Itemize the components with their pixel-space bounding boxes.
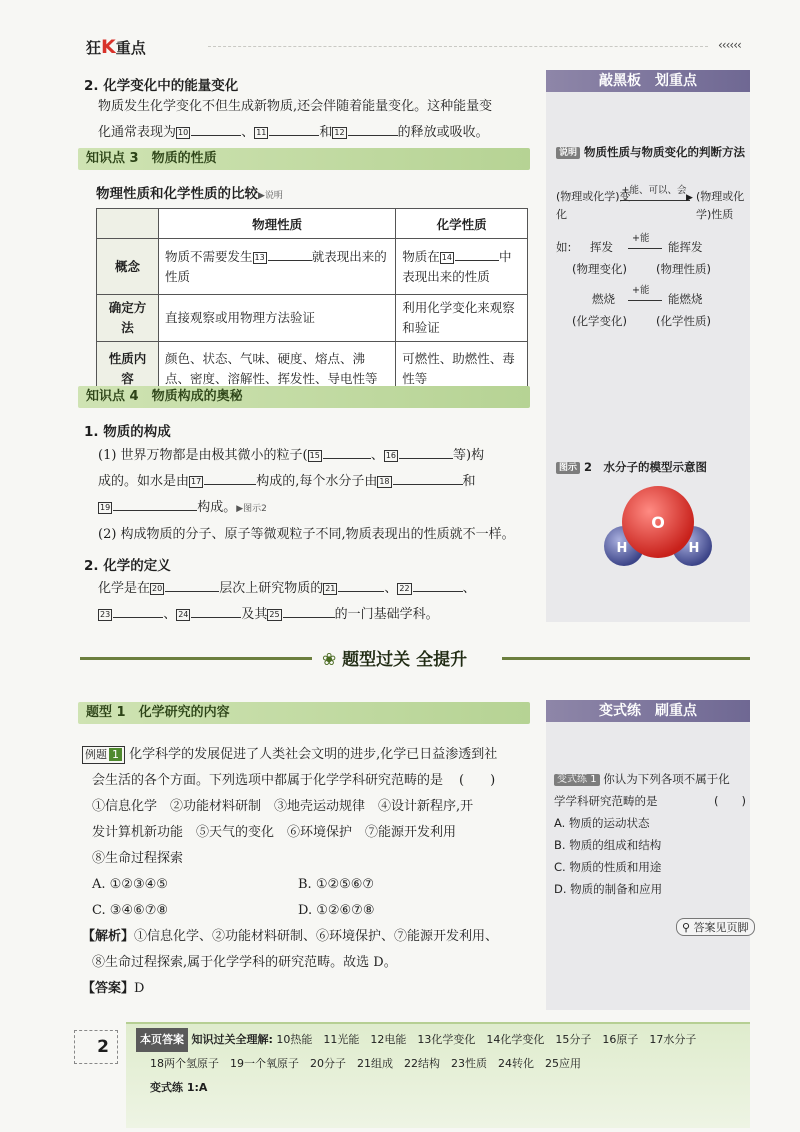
kp4-text: (1) 世界万物都是由极其微小的粒子( [98, 448, 308, 463]
kp4-line: (2) 构成物质的分子、原子等微观粒子不同,物质表现出的性质就不一样。 [98, 527, 515, 542]
divider-line-left [80, 657, 312, 660]
header-rule [208, 46, 708, 47]
example-tag [82, 746, 125, 764]
energy-text: 化通常表现为 [98, 125, 177, 140]
kp4-line [98, 495, 530, 522]
example-number: 1 [109, 748, 122, 761]
blank-19[interactable] [113, 496, 197, 511]
blank-15[interactable] [323, 444, 371, 459]
definition-line: 23 、 24 及其 25 的一门基础学科。 [98, 602, 530, 628]
question-line [82, 768, 534, 794]
col-physical: 物理性质 [159, 209, 396, 239]
kp4-text: 等)构 [453, 448, 485, 463]
example1-arrow [628, 248, 662, 249]
kp4-heading-2: 2. 化学的定义 [84, 558, 171, 574]
blank-12[interactable] [348, 121, 398, 136]
example-tag-text: 例题 [85, 748, 107, 761]
sidebar-variant-title: 变式练 刷重点 [546, 700, 750, 722]
divider-line-right [502, 657, 750, 660]
answer-paren[interactable]: ( ) [459, 773, 496, 788]
analysis-label: 【解析】 [82, 929, 135, 944]
answers-tag: 本页答案 [136, 1028, 188, 1052]
options-row [82, 872, 534, 898]
blank-21[interactable] [338, 577, 384, 592]
table-header-row [97, 209, 528, 239]
example1-left: 挥发 [590, 240, 613, 254]
blank-number: 23 [100, 610, 111, 619]
kp4-text: 和 [462, 474, 476, 489]
oxygen-label: O [651, 513, 665, 532]
blank-25[interactable] [283, 603, 335, 618]
answers-line-1 [126, 1024, 750, 1052]
variant-option-a[interactable]: A. 物质的运动状态 [554, 816, 650, 830]
example1-right-type: (物理性质) [656, 262, 711, 276]
energy-text-end: 的释放或吸收。 [397, 125, 489, 140]
example2-left: 燃烧 [592, 292, 615, 306]
chemistry-definition [98, 576, 530, 628]
blank-number: 15 [309, 451, 320, 460]
section-divider-title [322, 645, 467, 670]
blank-number: 14 [441, 253, 452, 262]
cell-chemical-concept [396, 239, 528, 295]
row-head-concept: 概念 [97, 239, 159, 295]
energy-line-1: 物质发生化学变化不但生成新物质,还会伴随着能量变化。这种能量变 [98, 99, 493, 114]
cell-text: 就表现出来的性质 [165, 249, 387, 284]
example1-right: 能挥发 [668, 240, 703, 254]
question-type-1-bar: 题型 1 化学研究的内容 [78, 702, 530, 724]
blank-number: 10 [178, 128, 189, 137]
blank-number: 11 [256, 128, 267, 137]
kp4-text: 构成。 [197, 500, 237, 515]
option-d[interactable]: D. ①②⑥⑦⑧ [298, 903, 375, 918]
kp4-paragraph-1 [98, 443, 530, 548]
col-chemical: 化学性质 [396, 209, 528, 239]
blank-number: 25 [269, 610, 280, 619]
blank-24[interactable] [191, 603, 241, 618]
example2-left-type: (化学变化) [572, 314, 627, 328]
example2-right: 能燃烧 [668, 292, 703, 306]
cell-physical-concept [159, 239, 396, 295]
answers-label: 知识过关全理解: [191, 1033, 273, 1046]
option-b[interactable]: B. ①②⑤⑥⑦ [298, 877, 375, 892]
definition-text: 及其 [241, 607, 268, 622]
table-corner [97, 209, 159, 239]
blank-number: 13 [254, 253, 265, 262]
analysis-line [82, 924, 534, 950]
property-box: (物理或化学)性质 [696, 190, 745, 221]
cell-chemical-method: 利用化学变化来观察和验证 [396, 295, 528, 342]
variant-tag-text: 变式练 [557, 774, 587, 785]
blank-number: 20 [152, 584, 163, 593]
figure-tag: 图示 [556, 462, 580, 474]
answer-label: 【答案】 [82, 981, 135, 996]
kp4-line: (1) 世界万物都是由极其微小的粒子( 15 、 16 等)构 [98, 443, 530, 469]
answer-link-text: 答案见页脚 [693, 921, 749, 934]
arrow-head-icon: ▶ [686, 193, 693, 203]
answers-text-1: 10热能 11光能 12电能 13化学变化 14化学变化 15分子 16原子 17水分子 [276, 1033, 697, 1046]
variant-option-d[interactable]: D. 物质的制备和应用 [554, 882, 663, 896]
variant-text: 你认为下列各项不属于化 [603, 772, 730, 786]
water-molecule-diagram [596, 482, 720, 582]
items-line-3: ⑧生命过程探索 [92, 851, 184, 866]
analysis-text: ①信息化学、②功能材料研制、⑥环境保护、⑦能源开发利用、 [134, 929, 499, 944]
blank-10[interactable] [191, 121, 241, 136]
question-text: 化学科学的发展促进了人类社会文明的进步,化学已日益渗透到社 [129, 747, 498, 762]
figure-2-caption [556, 456, 707, 478]
blank-number: 18 [379, 477, 390, 486]
energy-and: 和 [319, 125, 333, 140]
cell-text: 物质在 [402, 249, 440, 264]
blank-17[interactable] [204, 470, 256, 485]
variant-tag-number: 1 [590, 774, 597, 785]
energy-line-2 [98, 120, 528, 146]
hydrogen-label-right: H [688, 541, 700, 556]
options-row [82, 898, 534, 924]
example2-arrow [628, 300, 662, 301]
knowledge-point-4-bar: 知识点 4 物质构成的奥秘 [78, 386, 530, 408]
example-label: 如: [556, 240, 572, 254]
kp3-subheading-text: 物理性质和化学性质的比较 [96, 186, 258, 202]
blank-number: 16 [385, 451, 397, 460]
answers-line-2: 18两个氢原子 19一个氧原子 20分子 21组成 22结构 23性质 24转化 25应用 [150, 1057, 581, 1070]
note-tag: 说明 [556, 147, 580, 159]
divider-title-text: 题型过关 全提升 [342, 650, 468, 670]
cell-physical-content: 颜色、状态、气味、硬度、熔点、沸点、密度、溶解性、挥发性、导电性等 [159, 342, 396, 396]
header-arrows: ‹‹‹‹‹‹ [718, 38, 741, 52]
question-text: 会生活的各个方面。下列选项中都属于化学学科研究范畴的是 [92, 773, 444, 788]
brand-suffix: 重点 [115, 39, 146, 57]
table-row [97, 295, 528, 342]
pin-icon: ⚲ [682, 921, 691, 934]
blank-number: 12 [334, 128, 345, 137]
blank-22[interactable] [413, 577, 463, 592]
blank-number: 21 [325, 584, 336, 593]
answer-link-button[interactable] [676, 918, 755, 936]
brand-k: K [101, 36, 116, 58]
items-line-2: 发计算机新功能 ⑤天气的变化 ⑥环境保护 ⑦能源开发利用 [92, 825, 457, 840]
page-number: 2 [74, 1030, 118, 1064]
blank-14[interactable] [455, 246, 499, 261]
example1-left-type: (物理变化) [572, 262, 627, 276]
definition-line: 化学是在 20 层次上研究物质的 21 、 22 、 [98, 576, 530, 602]
judgement-arrow [620, 200, 690, 201]
variant-line [554, 790, 746, 812]
definition-text: 的一门基础学科。 [334, 607, 439, 622]
leaf-icon: ❀ [322, 650, 337, 670]
knowledge-point-3-bar: 知识点 3 物质的性质 [78, 148, 530, 170]
judgement-arrow-label: +能、可以、会 [621, 185, 687, 196]
example1-arrow-label: +能 [632, 233, 650, 244]
kp3-subheading [96, 182, 283, 202]
blank-11[interactable] [269, 121, 319, 136]
blank-20[interactable] [165, 577, 219, 592]
judgement-heading-text: 物质性质与物质变化的判断方法 [584, 145, 746, 159]
cell-text: 物质不需要发生 [165, 249, 253, 264]
row-head-method: 确定方法 [97, 295, 159, 342]
kp4-text: 构成的,每个水分子由 [256, 474, 378, 489]
change-box: (物理或化学)变化 [556, 190, 631, 221]
variant-option-c[interactable]: C. 物质的性质和用途 [554, 860, 662, 874]
blank-number: 24 [178, 610, 189, 619]
question-line [82, 742, 534, 768]
answer-value: D [134, 981, 145, 996]
property-comparison-table [96, 208, 528, 396]
variant-answer-paren[interactable]: ( ) [714, 794, 746, 808]
variant-option-b[interactable]: B. 物质的组成和结构 [554, 838, 662, 852]
definition-text: 化学是在 [98, 581, 151, 596]
judgement-heading [556, 142, 746, 162]
variant-answer: 变式练 1:A [150, 1081, 208, 1094]
variant-question-1 [554, 768, 746, 900]
blank-number: 19 [100, 503, 111, 512]
option-c[interactable]: C. ③④⑥⑦⑧ [92, 903, 169, 918]
figure-2-link[interactable]: ▶图示2 [236, 504, 267, 514]
variant-text: 学学科研究范畴的是 [554, 794, 658, 808]
cell-physical-method: 直接观察或用物理方法验证 [159, 295, 396, 342]
brand-prefix: 狂 [86, 39, 102, 57]
blank-16[interactable] [399, 444, 453, 459]
option-a[interactable]: A. ①②③④⑤ [92, 877, 168, 892]
blank-18[interactable] [393, 470, 463, 485]
example2-arrow-label: +能 [632, 285, 650, 296]
blank-13[interactable] [268, 246, 312, 261]
row-head-content: 性质内容 [97, 342, 159, 396]
blank-23[interactable] [113, 603, 163, 618]
items-line-1: ①信息化学 ②功能材料研制 ③地壳运动规律 ④设计新程序,开 [92, 799, 474, 814]
variant-tag [554, 774, 600, 786]
blank-number: 17 [191, 477, 202, 486]
kp4-heading-1: 1. 物质的构成 [84, 424, 171, 440]
separator: 、 [241, 125, 255, 140]
analysis-line-2: ⑧生命过程探索,属于化学学科的研究范畴。故选 D。 [92, 955, 397, 970]
cell-text: 中表现出来的性质 [402, 249, 512, 284]
cell-chemical-content: 可燃性、助燃性、毒性等 [396, 342, 528, 396]
variant-line [554, 768, 746, 790]
hydrogen-label-left: H [616, 541, 628, 556]
energy-heading: 2. 化学变化中的能量变化 [84, 78, 239, 94]
kp4-line [98, 469, 530, 495]
energy-paragraph [98, 94, 528, 146]
answer-line [82, 976, 534, 1002]
judgement-method-block [556, 142, 746, 162]
kp3-note-link[interactable]: ▶说明 [258, 191, 283, 201]
definition-text: 层次上研究物质的 [219, 581, 324, 596]
page-answers-box [126, 1022, 750, 1128]
sidebar-key-points-title: 敲黑板 划重点 [546, 70, 750, 92]
figure-caption-text: 2 水分子的模型示意图 [584, 460, 708, 474]
blank-number: 22 [399, 584, 410, 593]
table-row [97, 239, 528, 295]
example-question-1 [82, 742, 534, 1002]
example2-right-type: (化学性质) [656, 314, 711, 328]
brand-logo [86, 36, 146, 58]
kp4-text: 成的。如水是由 [98, 474, 190, 489]
